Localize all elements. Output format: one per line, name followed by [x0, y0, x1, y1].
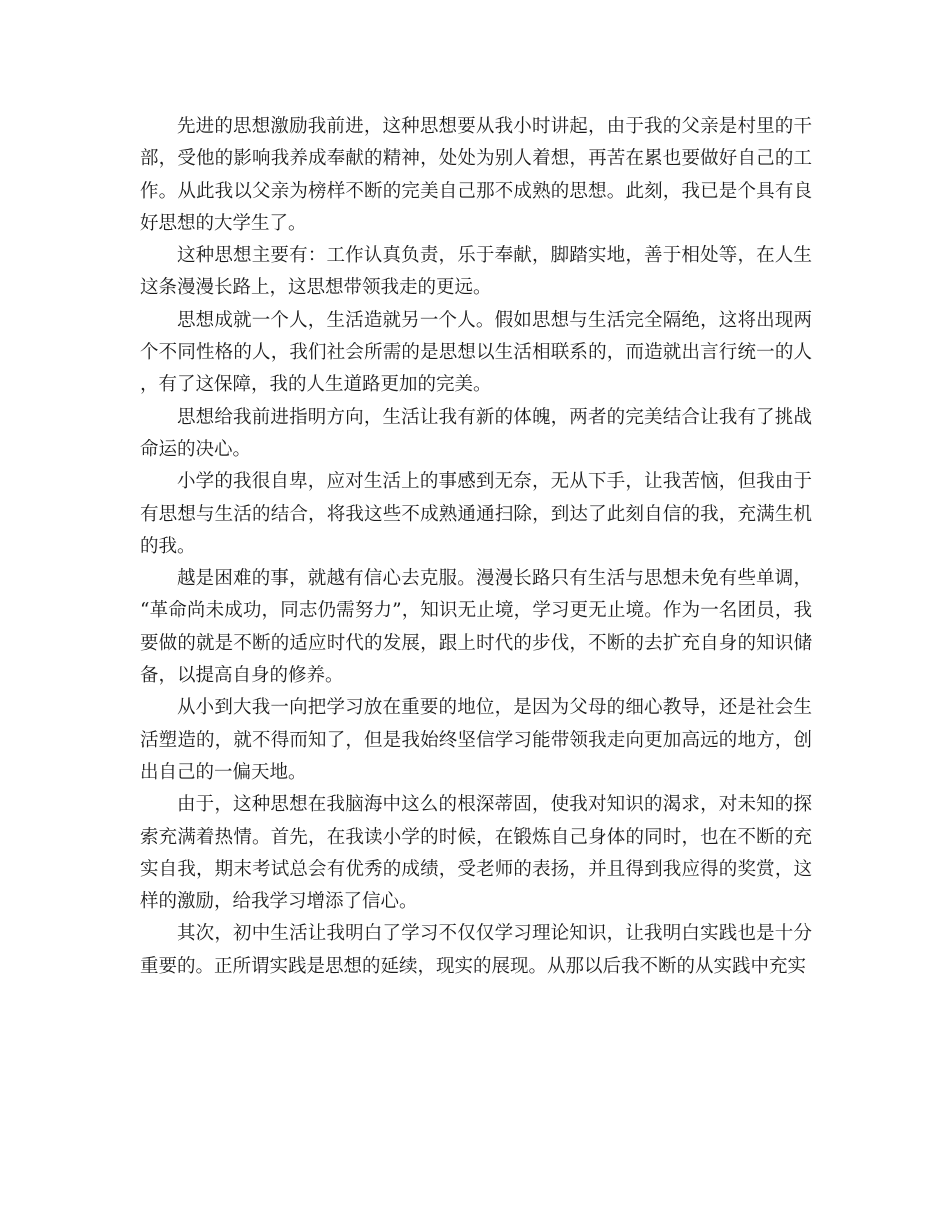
paragraph: 其次，初中生活让我明白了学习不仅仅学习理论知识，让我明白实践也是十分重要的。正所谓实践是思想的延续，现实的展现。从那以后我不断的从实践中充实 — [140, 923, 812, 977]
paragraph: 先进的思想激励我前进，这种思想要从我小时讲起，由于我的父亲是村里的干部，受他的影响我养成奉献的精神，处处为别人着想，再苦在累也要做好自己的工作。从此我以父亲为榜样不断的完美自己那不成熟的思想。此刻，我已是个具有良好思想的大学生了。 — [140, 116, 812, 234]
paragraph: 从小到大我一向把学习放在重要的地位，是因为父母的细心教导，还是社会生活塑造的，就不得而知了，但是我始终坚信学习能带领我走向更加高远的地方，创出自己的一偏天地。 — [140, 697, 812, 783]
document-body — [140, 111, 812, 983]
paragraph: 由于，这种思想在我脑海中这么的根深蒂固，使我对知识的渴求，对未知的探索充满着热情。首先，在我读小学的时候，在锻炼自己身体的同时，也在不断的充实自我，期末考试总会有优秀的成绩，受老师的表扬，并且得到我应得的奖赏，这样的激励，给我学习增添了信心。 — [140, 794, 812, 913]
paragraph: 小学的我很自卑，应对生活上的事感到无奈，无从下手，让我苦恼，但我由于有思想与生活的结合，将我这些不成熟通通扫除，到达了此刻自信的我，充满生机的我。 — [140, 471, 812, 557]
paragraph: 思想给我前进指明方向，生活让我有新的体魄，两者的完美结合让我有了挑战命运的决心。 — [140, 406, 812, 460]
paragraph: 越是困难的事，就越有信心去克服。漫漫长路只有生活与思想未免有些单调，“革命尚未成功，同志仍需努力”，知识无止境，学习更无止境。作为一名团员，我要做的就是不断的适应时代的发展，跟上时代的步伐，不断的去扩充自身的知识储备，以提高自身的修养。 — [140, 568, 812, 687]
paragraph: 这种思想主要有：工作认真负责，乐于奉献，脚踏实地，善于相处等，在人生这条漫漫长路上，这思想带领我走的更远。 — [140, 245, 812, 299]
paragraph: 思想成就一个人，生活造就另一个人。假如思想与生活完全隔绝，这将出现两个不同性格的人，我们社会所需的是思想以生活相联系的，而造就出言行统一的人，有了这保障，我的人生道路更加的完美。 — [140, 309, 812, 396]
